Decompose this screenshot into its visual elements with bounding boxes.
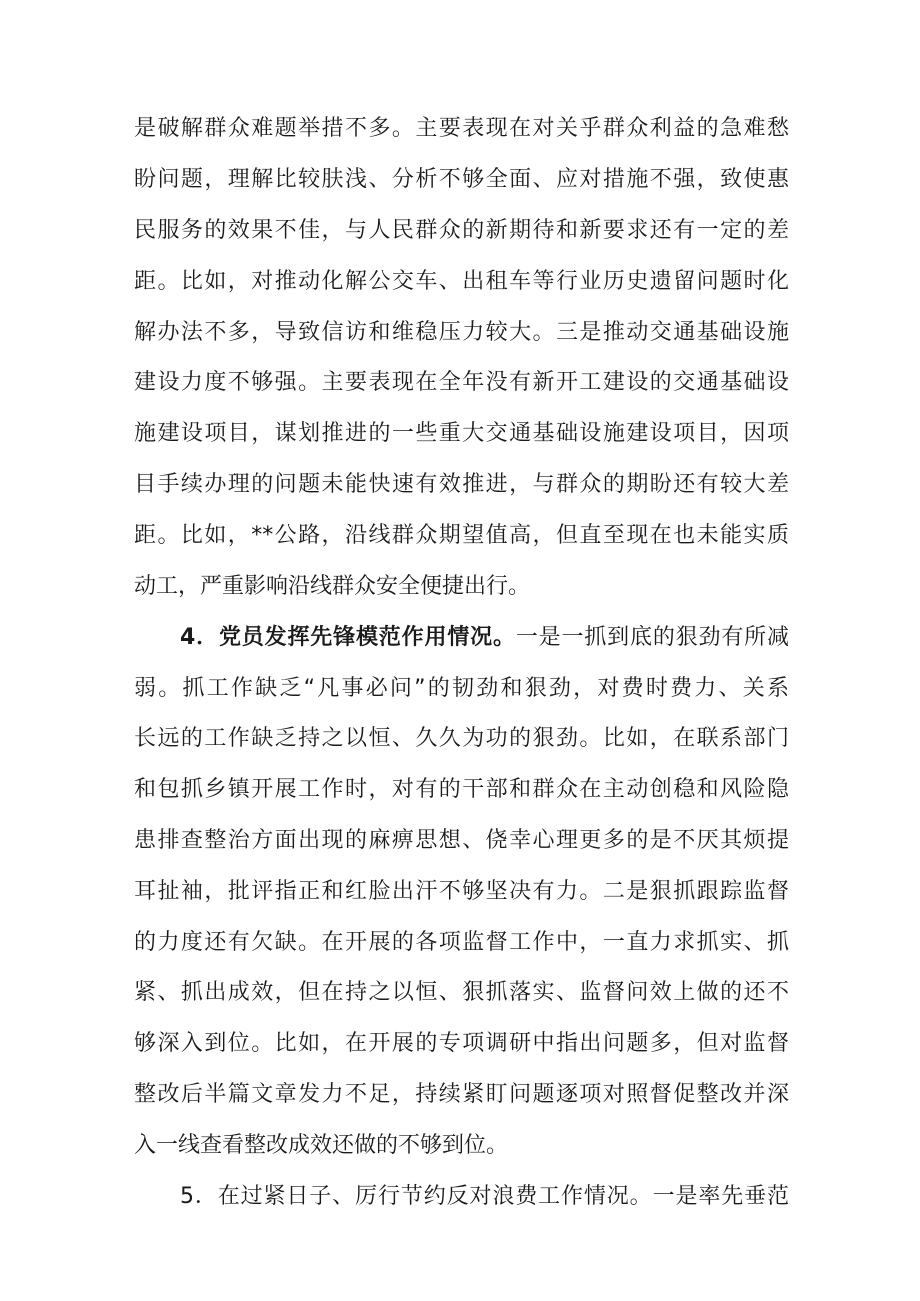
section-4-heading: 4．党员发挥先锋模范作用情况。 <box>180 625 516 650</box>
text-line: 动工，严重影响沿线群众安全便捷出行。 <box>134 574 531 599</box>
text-line: 目手续办理的问题未能快速有效推进，与群众的期盼还有较大差 <box>134 472 789 497</box>
section-5-first-line <box>180 1182 789 1212</box>
text-line: 和包抓乡镇开展工作时，对有的干部和群众在主动创稳和风险隐 <box>134 777 789 802</box>
text-line: 入一线查看整改成效还做的不够到位。 <box>134 1133 509 1158</box>
text-line: 紧、抓出成效，但在持之以恒、狠抓落实、监督问效上做的还不 <box>134 980 789 1005</box>
text-line: 长远的工作缺乏持之以恒、久久为功的狠劲。比如，在联系部门 <box>134 726 789 751</box>
text-line: 盼问题，理解比较肤浅、分析不够全面、应对措施不强，致使惠 <box>134 167 789 192</box>
section-4-first-rest: 一是一抓到底的狠劲有所减 <box>515 625 789 650</box>
text-line: 距。比如，**公路，沿线群众期望值高，但直至现在也未能实质 <box>134 523 789 548</box>
section-4-first-line <box>180 623 789 653</box>
section-5-heading: 5．在过紧日子、厉行节约反对浪费工作情况。 <box>180 1184 653 1209</box>
text-line: 施建设项目，谋划推进的一些重大交通基础设施建设项目，因项 <box>134 421 789 446</box>
text-line: 患排查整治方面出现的麻痹思想、侥幸心理更多的是不厌其烦提 <box>134 828 789 853</box>
text-line: 弱。抓工作缺乏“凡事必问”的韧劲和狠劲，对费时费力、关系 <box>134 676 789 701</box>
text-line: 耳扯袖，批评指正和红脸出汗不够坚决有力。二是狠抓跟踪监督 <box>134 879 789 904</box>
section-5-first-rest: 一是率先垂范 <box>652 1184 789 1209</box>
text-line: 的力度还有欠缺。在开展的各项监督工作中，一直力求抓实、抓 <box>134 930 789 955</box>
text-line: 够深入到位。比如，在开展的专项调研中指出问题多，但对监督 <box>134 1031 789 1056</box>
text-line: 解办法不多，导致信访和维稳压力较大。三是推动交通基础设施 <box>134 320 789 345</box>
text-line: 距。比如，对推动化解公交车、出租车等行业历史遗留问题时化 <box>134 269 789 294</box>
text-line: 民服务的效果不佳，与人民群众的新期待和新要求还有一定的差 <box>134 218 789 243</box>
text-line: 整改后半篇文章发力不足，持续紧盯问题逐项对照督促整改并深 <box>134 1082 789 1107</box>
text-line: 建设力度不够强。主要表现在全年没有新开工建设的交通基础设 <box>134 370 789 395</box>
text-line: 是破解群众难题举措不多。主要表现在对关乎群众利益的急难愁 <box>134 116 789 141</box>
